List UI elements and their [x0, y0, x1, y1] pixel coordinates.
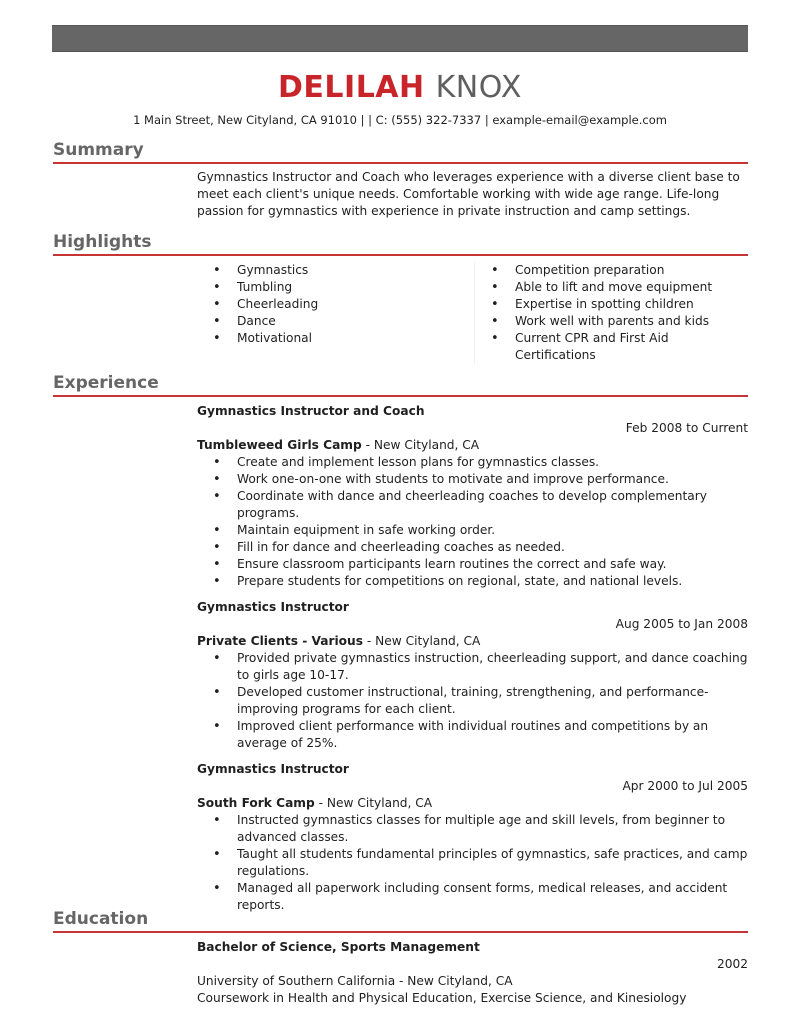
list-item: • Managed all paperwork including consent forms, medical releases, and accident reports.: [197, 880, 748, 914]
highlights-col-1: [197, 262, 474, 364]
list-item: • Developed customer instructional, training, strengthening, and performance-improving programs for each client.: [197, 684, 748, 718]
job-entry: [197, 599, 748, 752]
section-rule: [53, 254, 748, 256]
company-name: Tumbleweed Girls Camp: [197, 438, 362, 452]
list-item: • Tumbling: [197, 279, 474, 296]
company-location: - New Cityland, CA: [361, 438, 480, 452]
section-title-experience: Experience: [53, 373, 159, 393]
last-name: KNOX: [435, 70, 522, 105]
list-item: • Able to lift and move equipment: [475, 279, 745, 296]
list-item: • Work well with parents and kids: [475, 313, 745, 330]
degree: Bachelor of Science, Sports Management: [197, 940, 480, 954]
highlights-section: [53, 231, 748, 364]
list-item: • Instructed gymnastics classes for multiple age and skill levels, from beginner to advanced classes.: [197, 812, 748, 846]
candidate-name: [0, 70, 800, 106]
summary-text: Gymnastics Instructor and Coach who leverages experience with a diverse client base to meet each client's unique needs. Comfortable working with wide age range. Life-long passion for gymnastics with experience in private instruction and camp settings.: [197, 170, 740, 218]
coursework: Coursework in Health and Physical Education, Exercise Science, and Kinesiology: [197, 991, 687, 1005]
list-item: • Gymnastics: [197, 262, 474, 279]
job-title: Gymnastics Instructor and Coach: [197, 404, 425, 418]
list-item: • Current CPR and First Aid Certifications: [475, 330, 745, 364]
section-rule: [53, 162, 748, 164]
company-location: - New Cityland, CA: [314, 796, 433, 810]
section-rule: [53, 931, 748, 933]
company-name: South Fork Camp: [197, 796, 315, 810]
list-item: • Work one-on-one with students to motivate and improve performance.: [197, 471, 748, 488]
summary-section: [53, 139, 748, 220]
list-item: • Create and implement lesson plans for gymnastics classes.: [197, 454, 748, 471]
header-bar: [52, 25, 748, 52]
job-dates: Apr 2000 to Jul 2005: [622, 779, 748, 793]
job-company-line: [197, 437, 748, 454]
list-item: • Fill in for dance and cheerleading coaches as needed.: [197, 539, 748, 556]
list-item: • Expertise in spotting children: [475, 296, 745, 313]
job-bullets: [197, 650, 748, 752]
list-item: • Cheerleading: [197, 296, 474, 313]
company-name: Private Clients - Various: [197, 634, 363, 648]
job-company-line: [197, 633, 748, 650]
first-name: DELILAH: [278, 70, 425, 105]
list-item: • Competition preparation: [475, 262, 745, 279]
school: University of Southern California - New Cityland, CA: [197, 974, 513, 988]
job-entry: [197, 761, 748, 914]
list-item: • Prepare students for competitions on regional, state, and national levels.: [197, 573, 748, 590]
job-title: Gymnastics Instructor: [197, 600, 349, 614]
list-item: • Ensure classroom participants learn routines the correct and safe way.: [197, 556, 748, 573]
education-section: [53, 908, 748, 1007]
list-item: • Improved client performance with individual routines and competitions by an average of 25%.: [197, 718, 748, 752]
job-bullets: [197, 812, 748, 914]
job-dates: Aug 2005 to Jan 2008: [615, 617, 748, 631]
section-title-highlights: Highlights: [53, 232, 152, 252]
job-company-line: [197, 795, 748, 812]
list-item: • Motivational: [197, 330, 474, 347]
section-title-education: Education: [53, 909, 149, 929]
list-item: • Taught all students fundamental principles of gymnastics, safe practices, and camp regulations.: [197, 846, 748, 880]
job-title: Gymnastics Instructor: [197, 762, 349, 776]
list-item: • Dance: [197, 313, 474, 330]
list-item: • Coordinate with dance and cheerleading coaches to develop complementary programs.: [197, 488, 748, 522]
highlights-col-2: [474, 262, 745, 364]
job-bullets: [197, 454, 748, 590]
job-entry: [197, 403, 748, 590]
graduation-year: 2002: [716, 957, 748, 971]
experience-section: [53, 372, 748, 914]
job-dates: Feb 2008 to Current: [625, 421, 748, 435]
section-title-summary: Summary: [53, 140, 144, 160]
list-item: • Maintain equipment in safe working order.: [197, 522, 748, 539]
section-rule: [53, 395, 748, 397]
list-item: • Provided private gymnastics instruction, cheerleading support, and dance coaching to girls age 10-17.: [197, 650, 748, 684]
company-location: - New Cityland, CA: [362, 634, 481, 648]
contact-line: 1 Main Street, New Cityland, CA 91010 | | C: (555) 322-7337 | example-email@example.com: [133, 113, 667, 127]
